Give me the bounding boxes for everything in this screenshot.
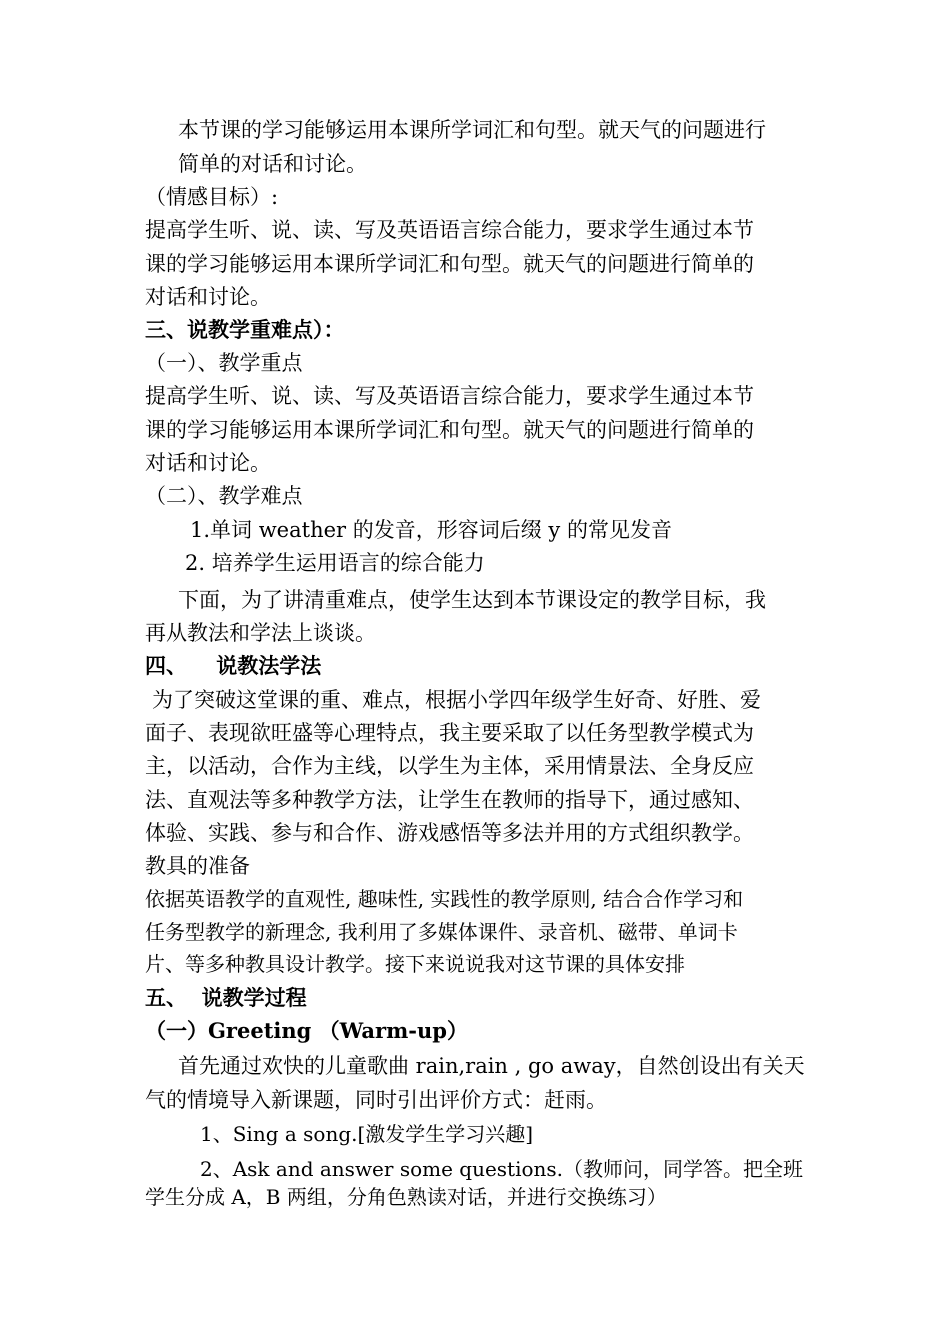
paragraph-line: 面子、表现欲旺盛等心理特点，我主要采取了以任务型教学模式为 — [145, 721, 754, 745]
paragraph-line: 首先通过欢快的儿童歌曲 rain,rain , go away，自然创设出有关天 — [178, 1054, 805, 1078]
warmup-heading: （一）Greeting （Warm-up） — [145, 1018, 468, 1043]
paragraph-line: 依据英语教学的直观性, 趣味性, 实践性的教学原则, 结合合作学习和 — [145, 887, 744, 911]
section-4-heading: 四、 说教法学法 — [145, 653, 322, 678]
paragraph-line: 气的情境导入新课题，同时引出评价方式：赶雨。 — [145, 1088, 607, 1112]
paragraph-line: 提高学生听、说、读、写及英语语言综合能力，要求学生通过本节 — [145, 384, 754, 408]
paragraph-line: 再从教法和学法上谈谈。 — [145, 621, 376, 645]
difficulties-heading: （二）、教学难点 — [145, 484, 303, 508]
tools-heading: 教具的准备 — [145, 854, 250, 878]
process-step: 1、Sing a song.[激发学生学习兴趣] — [200, 1122, 534, 1146]
paragraph-line: 课的学习能够运用本课所学词汇和句型。就天气的问题进行简单的 — [145, 418, 754, 442]
difficulty-item: 2. 培养学生运用语言的综合能力 — [185, 551, 485, 575]
paragraph-line: 片、等多种教具设计教学。接下来说说我对这节课的具体安排 — [145, 952, 685, 976]
paragraph-line: 对话和讨论。 — [145, 451, 271, 475]
paragraph-line: 提高学生听、说、读、写及英语语言综合能力，要求学生通过本节 — [145, 218, 754, 242]
process-step: 2、Ask and answer some questions.（教师问，同学答。把全班 — [200, 1157, 804, 1181]
difficulty-item: 1.单词 weather 的发音，形容词后缀 y 的常见发音 — [190, 518, 672, 542]
section-5-heading: 五、 说教学过程 — [145, 985, 307, 1010]
paragraph-line: 为了突破这堂课的重、难点，根据小学四年级学生好奇、好胜、爱 — [152, 688, 761, 712]
paragraph-line: 法、直观法等多种教学方法，让学生在教师的指导下，通过感知、 — [145, 788, 754, 812]
paragraph-line: 课的学习能够运用本课所学词汇和句型。就天气的问题进行简单的 — [145, 252, 754, 276]
paragraph-line: 体验、实践、参与和合作、游戏感悟等多法并用的方式组织教学。 — [145, 821, 754, 845]
paragraph-line: 下面，为了讲清重难点，使学生达到本节课设定的教学目标，我 — [178, 588, 766, 612]
paragraph-line: 对话和讨论。 — [145, 285, 271, 309]
paragraph-line: 任务型教学的新理念, 我利用了多媒体课件、录音机、磁带、单词卡 — [145, 920, 738, 944]
process-step: 学生分成 A，B 两组，分角色熟读对话，并进行交换练习） — [145, 1185, 667, 1209]
section-3-heading: 三、说教学重难点）： — [145, 317, 345, 342]
key-points-heading: （一）、教学重点 — [145, 351, 303, 375]
emotional-goal-heading: （情感目标）: — [145, 185, 279, 209]
paragraph-line: 简单的对话和讨论。 — [178, 152, 367, 176]
paragraph-line: 本节课的学习能够运用本课所学词汇和句型。就天气的问题进行 — [178, 118, 766, 142]
paragraph-line: 主，以活动，合作为主线，以学生为主体，采用情景法、全身反应 — [145, 754, 754, 778]
